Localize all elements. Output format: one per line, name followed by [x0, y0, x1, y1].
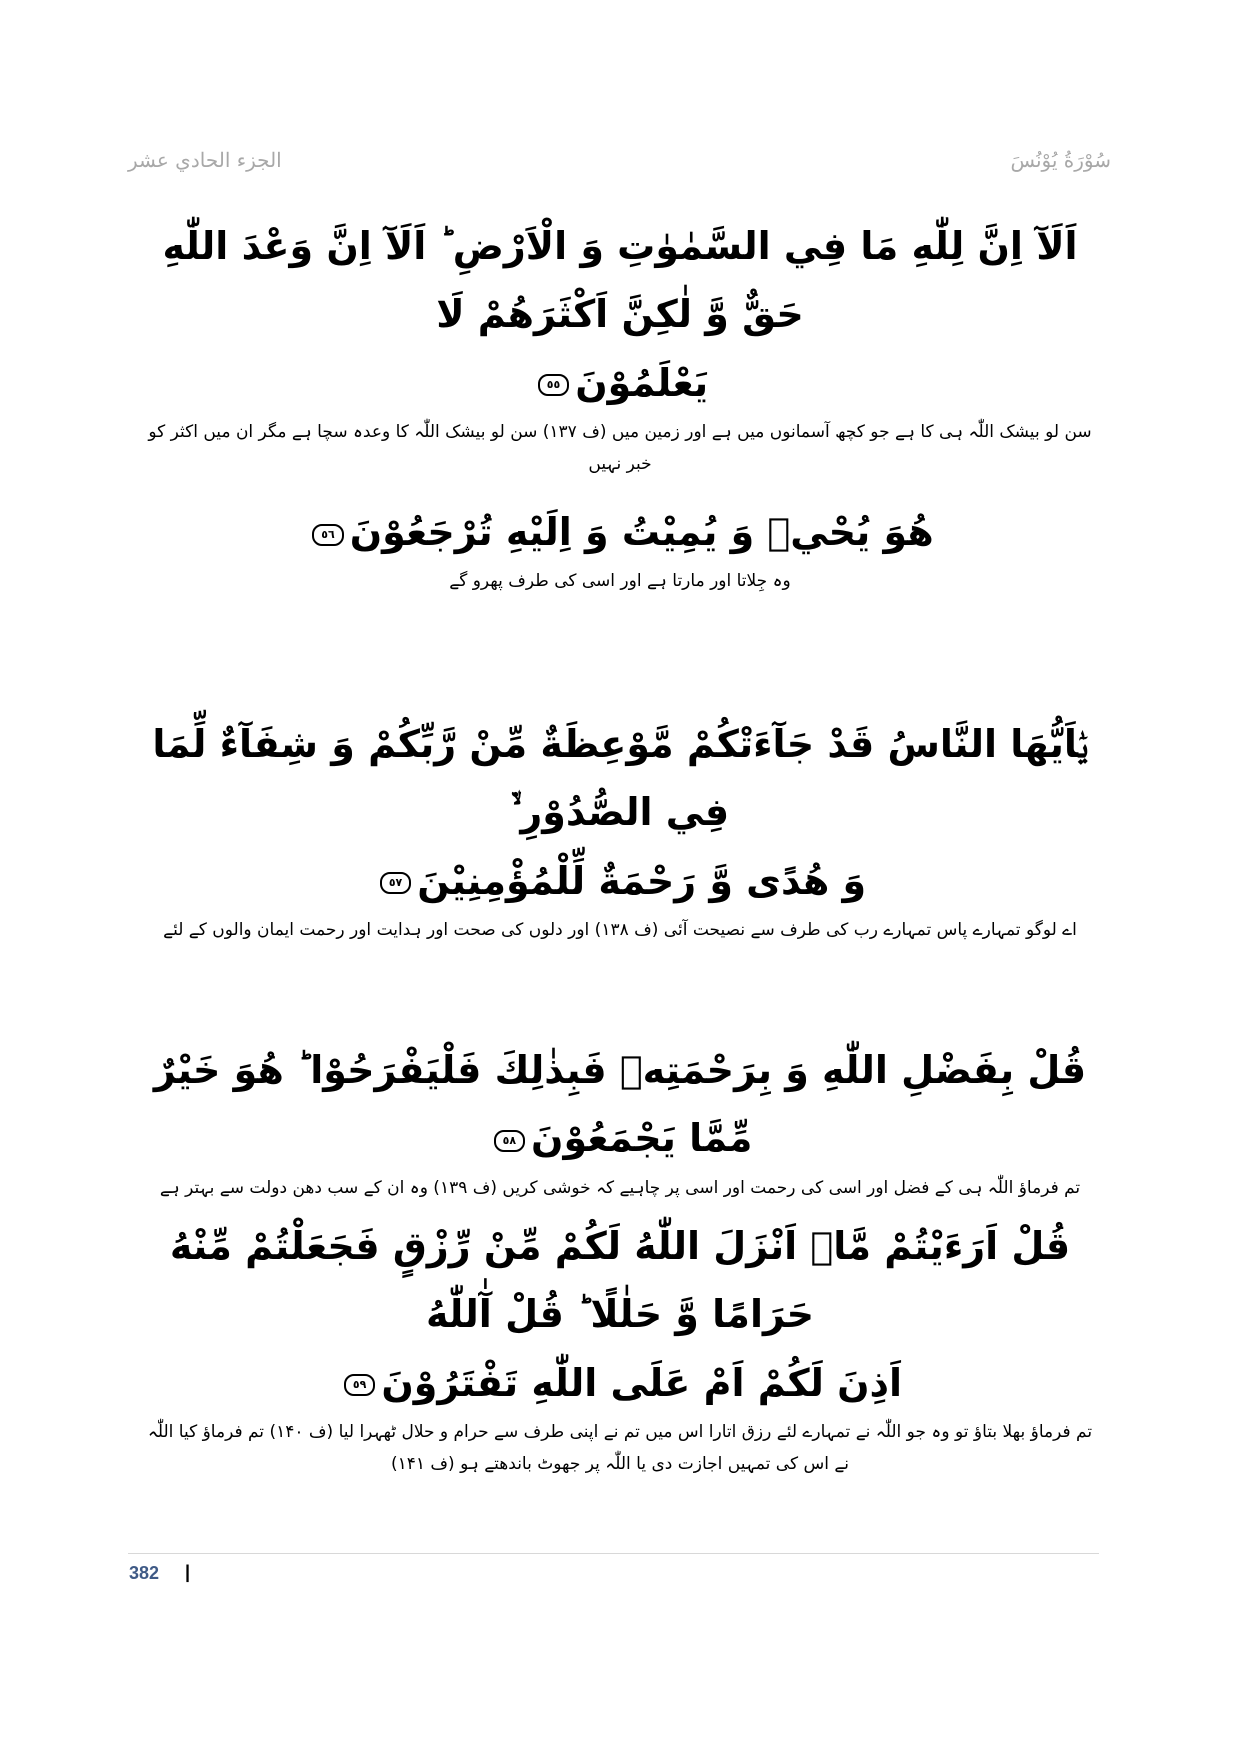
page-number: 382 — [129, 1563, 160, 1583]
arabic-verse-line — [140, 498, 1100, 566]
arabic-verse-text: قُلْ بِفَضْلِ اللّٰهِ وَ بِرَحْمَتِهٖ فَبِذٰلِكَ فَلْيَفْرَحُوْا ؕ هُوَ خَيْرٌ مِّمَّا يَجْمَعُوْنَ — [153, 1048, 1087, 1161]
ayah-number-badge: ٥٦ — [312, 524, 343, 546]
juz-name-header: الجزء الحادي عشر — [128, 148, 282, 172]
arabic-verse-line: اَلَآ اِنَّ لِلّٰهِ مَا فِي السَّمٰوٰتِ وَ الْاَرْضِ ؕ اَلَآ اِنَّ وَعْدَ اللّٰهِ حَقٌّ وَّ لٰكِنَّ اَكْثَرَهُمْ لَا — [162, 224, 1078, 337]
page-number-separator: | — [185, 1562, 191, 1582]
arabic-verse-text: اَذِنَ لَكُمْ اَمْ عَلَى اللّٰهِ تَفْتَرُوْنَ — [381, 1360, 903, 1405]
footer-divider — [128, 1553, 1099, 1554]
urdu-translation: وہ جِلاتا اور مارتا ہے اور اسی کی طرف پھرو گے — [449, 571, 791, 592]
ayah-number-badge: ٥٨ — [494, 1130, 525, 1152]
arabic-verse-line — [140, 349, 1100, 417]
arabic-verse-line — [140, 1349, 1100, 1417]
verse-block-58 — [140, 1036, 1100, 1204]
ayah-number-badge: ٥٩ — [344, 1374, 375, 1396]
arabic-verse-line — [140, 847, 1100, 915]
verse-block-59 — [140, 1212, 1100, 1480]
urdu-translation: سن لو بیشک اللّٰہ ہی کا ہے جو کچھ آسمانوں میں ہے اور زمین میں (ف ۱۳۷) سن لو بیشک اللّٰہ کا وعدہ سچا ہے مگر ان میں اکثر کو خبر نہیں — [148, 422, 1092, 474]
verse-block-57 — [140, 710, 1100, 947]
arabic-verse-line: قُلْ اَرَءَيْتُمْ مَّاۤ اَنْزَلَ اللّٰهُ لَكُمْ مِّنْ رِّزْقٍ فَجَعَلْتُمْ مِّنْهُ حَرَامًا وَّ حَلٰلًا ؕ قُلْ آٰللّٰهُ — [169, 1224, 1071, 1337]
urdu-translation: تم فرماؤ اللّٰہ ہی کے فضل اور اسی کی رحمت اور اسی پر چاہیے کہ خوشی کریں (ف ۱۳۹) وہ ان کے سب دھن دولت سے بہتر ہے — [159, 1177, 1081, 1198]
arabic-verse-line: يٰۤاَيُّهَا النَّاسُ قَدْ جَآءَتْكُمْ مَّوْعِظَةٌ مِّنْ رَّبِّكُمْ وَ شِفَآءٌ لِّمَا فِي الصُّدُوْرِ ۙ۬ — [152, 722, 1088, 835]
arabic-verse-text: وَ هُدًى وَّ رَحْمَةٌ لِّلْمُؤْمِنِيْنَ — [417, 858, 867, 903]
verse-block-55 — [140, 212, 1100, 480]
arabic-verse-line — [140, 1036, 1100, 1173]
urdu-translation: اے لوگو تمہارے پاس تمہارے رب کی طرف سے نصیحت آئی (ف ۱۳۸) اور دلوں کی صحت اور ہدایت اور رحمت ایمان والوں کے لئے — [163, 920, 1077, 941]
ayah-number-badge: ٥٥ — [538, 374, 569, 396]
ayah-number-badge: ٥٧ — [380, 872, 411, 894]
urdu-translation: تم فرماؤ بھلا بتاؤ تو وہ جو اللّٰہ نے تمہارے لئے رزق اتارا اس میں تم نے اپنی طرف سے حرام و حلال ٹھہرا لیا (ف ۱۴۰) تم فرماؤ کیا اللّٰہ نے اس کی تمہیں اجازت دی یا اللّٰہ پر جھوٹ باندھتے ہو (ف ۱۴۱) — [147, 1422, 1093, 1474]
arabic-verse-text: هُوَ يُحْيٖ وَ يُمِيْتُ وَ اِلَيْهِ تُرْجَعُوْنَ — [349, 510, 934, 554]
verse-block-56 — [140, 498, 1100, 598]
surah-name-header: سُوْرَةُ يُوْنُسَ — [1010, 148, 1111, 172]
arabic-verse-text: يَعْلَمُوْنَ — [575, 360, 709, 405]
